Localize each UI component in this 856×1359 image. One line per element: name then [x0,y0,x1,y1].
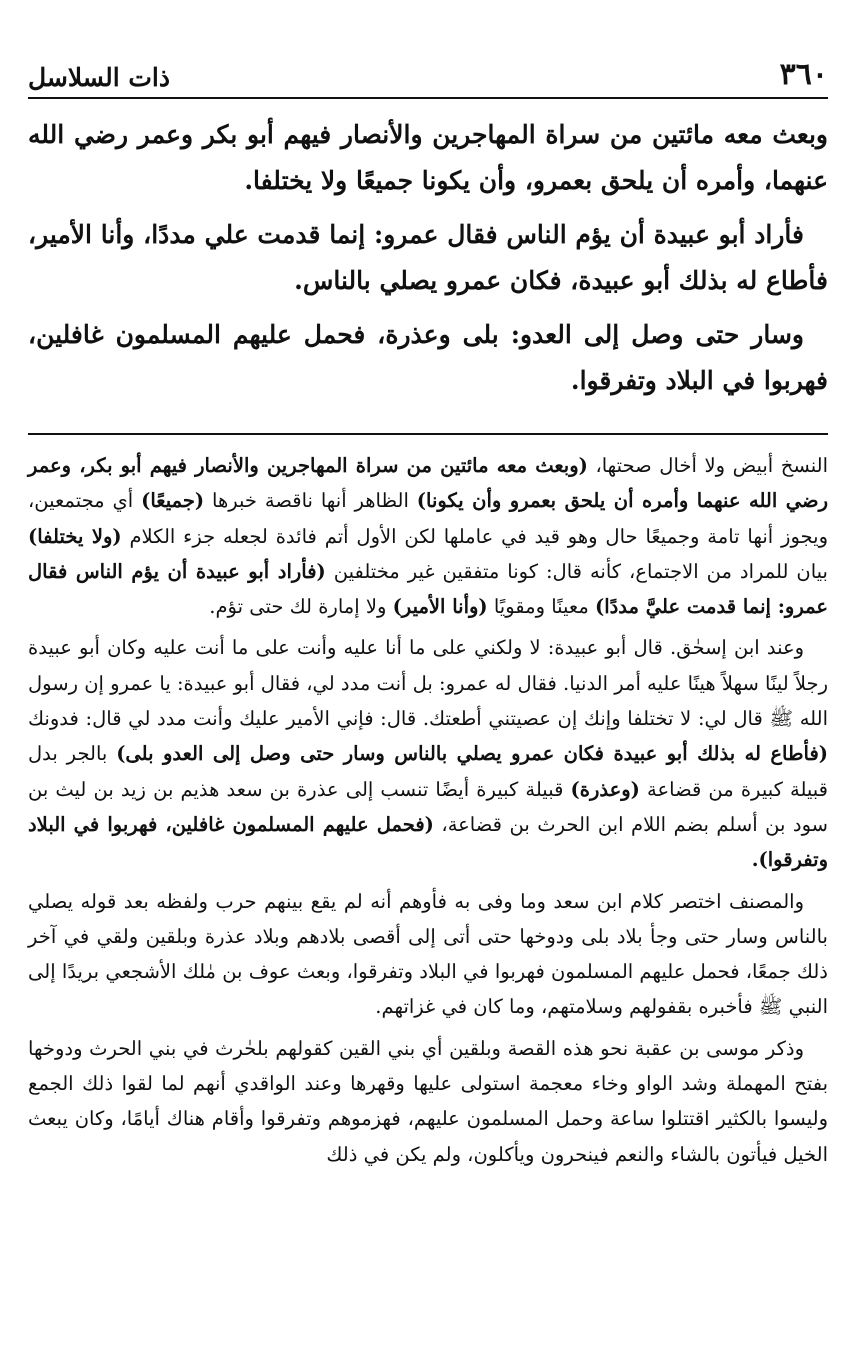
book-page [28,0,828,1359]
quoted-text: (جميعًا) [141,489,205,513]
commentary-text: أي مجتمعين، ويجوز أنها تامة وجميعًا حال وهو قيد في عاملها لكن الأول أتم فائدة لجعله جزء الكلام [28,489,828,548]
header-divider [28,97,828,99]
quoted-text: (وبعث معه مائتين من سراة المهاجرين والأنصار فيهم أبو بكر، وعمر رضي الله عنهما وأمره أن يلحق بعمرو وأن يكونا) [28,454,829,513]
commentary-text: الظاهر أنها ناقصة خبرها [204,489,417,513]
quoted-text: (وأنا الأمير) [392,595,488,619]
commentary-text: بالجر بدل قبيلة كبيرة من قضاعة [28,742,828,801]
main-paragraph: وبعث معه مائتين من سراة المهاجرين والأنصار فيهم أبو بكر وعمر رضي الله عنهما، وأمره أن يلحق بعمرو، وأن يكونا جميعًا ولا يختلفا. [28,120,828,195]
quoted-text: (فأراد أبو عبيدة أن يؤم الناس فقال عمرو: إنما قدمت عليَّ مددًا) [28,559,828,619]
commentary-paragraph: وذكر موسى بن عقبة نحو هذه القصة وبلقين أي بني القين كقولهم بلحٰرث في بني الحرث ودوخها بفتح المهملة وشد الواو وخاء معجمة استولى عليها وقهرها وعند الواقدي أنهم لما لقوا ذلك الجمع وليسوا بالكثير اقتتلوا ساعة وحمل المسلمون عليهم، فهزموهم وتفرقوا وأقام هناك أيامًا، وكان يبعث الخيل فيأتون بالشاء والنعم فينحرون ويأكلون، ولم يكن في ذلك [28,1036,828,1166]
commentary-text: ولا إمارة لك حتى تؤم. [209,595,393,619]
commentary-text: قبيلة كبيرة أيضًا تنسب إلى عذرة بن سعد هذيم بن زيد بن ليث بن سود بن أسلم بضم اللام ابن الحرث بن قضاعة، [28,777,828,836]
page-number: ٣٦٠ [779,57,828,92]
quoted-text: (فحمل عليهم المسلمون غافلين، فهربوا في البلاد وتفرقوا). [28,812,828,872]
running-title: ذات السلاسل [28,63,170,92]
quoted-text: (فأطاع له بذلك أبو عبيدة فكان عمرو يصلي بالناس وسار حتى وصل إلى العدو بلى) [116,742,828,766]
commentary-paragraph [28,630,828,877]
commentary-paragraph [28,448,828,624]
commentary-text: بيان للمراد من الاجتماع، كأنه قال: كونا متفقين غير مختلفين [325,559,828,583]
main-paragraph: فأراد أبو عبيدة أن يؤم الناس فقال عمرو: إنما قدمت علي مددًا، وأنا الأمير، فأطاع له بذلك أبو عبيدة، فكان عمرو يصلي بالناس. [28,220,828,295]
commentary [28,448,828,1178]
commentary-text: النسخ أبيض ولا أخال صحتها، [587,454,828,477]
section-divider [28,433,828,435]
main-text [28,112,828,412]
quoted-text: (وعذرة) [570,777,640,801]
main-paragraph: وسار حتى وصل إلى العدو: بلى وعذرة، فحمل عليهم المسلمون غافلين، فهربوا في البلاد وتفرقوا. [28,320,828,395]
commentary-text: وعند ابن إسحٰق. قال أبو عبيدة: لا ولكني على ما أنا عليه وأنت على ما أنت عليه وكان أبو عبيدة رجلاً لينًا سهلاً هينًا عليه أمر الدنيا. فقال له عمرو: بل أنت مدد لي، فقال أبو عبيدة: يا عمرو إن رسول الله ﷺ قال لي: لا تختلفا وإنك إن عصيتني أطعتك. قال: فإني الأمير عليك وأنت مدد لي قال: فدونك [28,636,828,731]
commentary-text: معينًا ومقويًا [487,595,595,619]
quoted-text: (ولا يختلفا) [28,524,122,548]
page-header [28,52,828,92]
commentary-paragraph: والمصنف اختصر كلام ابن سعد وما وفى به فأوهم أنه لم يقع بينهم حرب ولفظه بعد قوله يصلي بالناس وسار حتى وجأ بلاد بلى ودوخها حتى أتى إلى أقصى بلادهم وبلاد عذرة وبلقين ولقي في آخر ذلك جمعًا، فحمل عليهم المسلمون فهربوا في البلاد وتفرقوا، وبعث عوف بن مٰلك الأشجعي بريدًا إلى النبي ﷺ فأخبره بقفولهم وسلامتهم، وما كان في غزاتهم. [28,889,828,1019]
